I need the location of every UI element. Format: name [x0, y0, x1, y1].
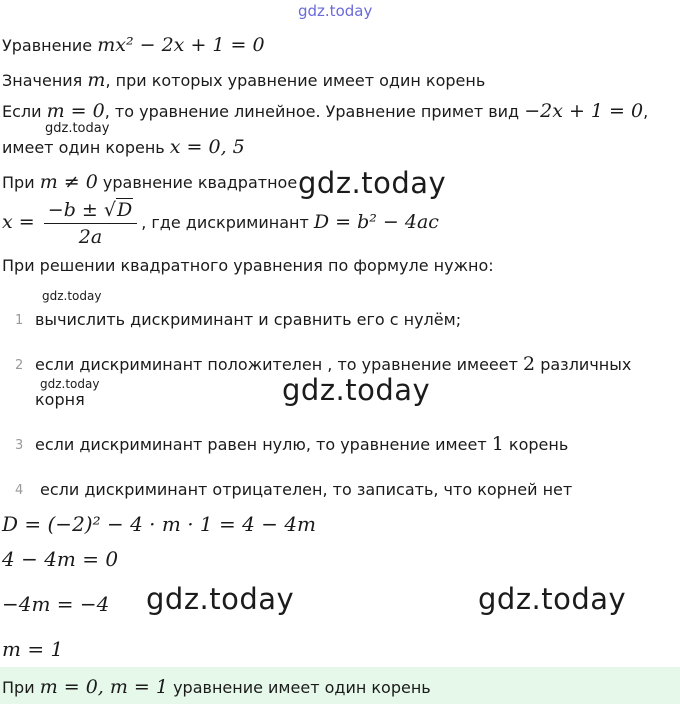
label-text: уравнение квадратное: [102, 173, 298, 192]
math-expression: m = 0: [46, 100, 105, 122]
label-text: , при которых уравнение имеет один корень: [105, 71, 486, 90]
step-text-continuation: корня: [35, 390, 85, 409]
equation-line: [2, 35, 265, 56]
label-text: ,: [643, 102, 649, 121]
watermark-large: gdz.today: [478, 582, 627, 616]
formula-fraction: [44, 199, 137, 248]
equation-step: 4 − 4m = 0: [2, 547, 119, 571]
step-text: если дискриминант отрицателен, то записать, что корней нет: [40, 480, 573, 499]
math-expression: mx² − 2x + 1 = 0: [97, 34, 265, 56]
equation-step: −4m = −4: [2, 592, 110, 616]
watermark-small: gdz.today: [45, 121, 110, 136]
label-text: , то уравнение линейное. Уравнение примет вид: [104, 102, 520, 121]
quadratic-formula-line: [2, 199, 439, 248]
task-line: [2, 70, 485, 91]
root-line: [2, 137, 245, 158]
watermark-large: gdz.today: [298, 166, 447, 200]
step-text: если дискриминант равен нулю, то уравнение имеет 1 корень: [35, 433, 569, 455]
label-text: уравнение имеет один корень: [173, 678, 431, 697]
step-number: 1: [15, 313, 24, 328]
formula-lhs: x =: [2, 211, 35, 233]
label-text: , где дискриминант: [141, 213, 309, 232]
discriminant-calculation: D = (−2)² − 4 · m · 1 = 4 − 4m: [2, 512, 317, 536]
formula-numerator: −b ± √D: [44, 199, 137, 224]
watermark-small: gdz.today: [42, 289, 102, 303]
answer-line: [2, 677, 431, 698]
equation-result: m = 1: [2, 637, 64, 661]
math-expression: m ≠ 0: [39, 171, 98, 193]
watermark-small: gdz.today: [40, 377, 100, 391]
formula-denominator: 2a: [78, 226, 103, 248]
label-text: Если: [2, 102, 42, 121]
discriminant-formula: D = b² − 4ac: [313, 211, 439, 233]
watermark-top: gdz.today: [298, 2, 373, 20]
math-number: 2: [523, 353, 536, 375]
label-text: При: [2, 678, 35, 697]
math-var: m: [87, 69, 106, 91]
watermark-large: gdz.today: [146, 582, 295, 616]
case-linear-line: [2, 101, 648, 122]
step-number: 4: [15, 483, 24, 498]
watermark-large: gdz.today: [282, 373, 431, 407]
label-text: Значения: [2, 71, 83, 90]
label-text: При: [2, 173, 35, 192]
instruction-line: При решении квадратного уравнения по формуле нужно:: [2, 256, 494, 275]
math-expression: x = 0, 5: [169, 136, 245, 158]
math-expression: m = 0, m = 1: [39, 676, 168, 698]
step-text: вычислить дискриминант и сравнить его с нулём;: [35, 310, 462, 329]
step-number: 2: [15, 358, 24, 373]
step-text: если дискриминант положителен , то уравнение имееет 2 различных: [35, 353, 632, 375]
label-text: Уравнение: [2, 36, 93, 55]
math-number: 1: [491, 433, 504, 455]
label-text: имеет один корень: [2, 138, 165, 157]
math-expression: −2x + 1 = 0: [524, 100, 644, 122]
case-quadratic-line: [2, 172, 297, 193]
step-number: 3: [15, 438, 24, 453]
